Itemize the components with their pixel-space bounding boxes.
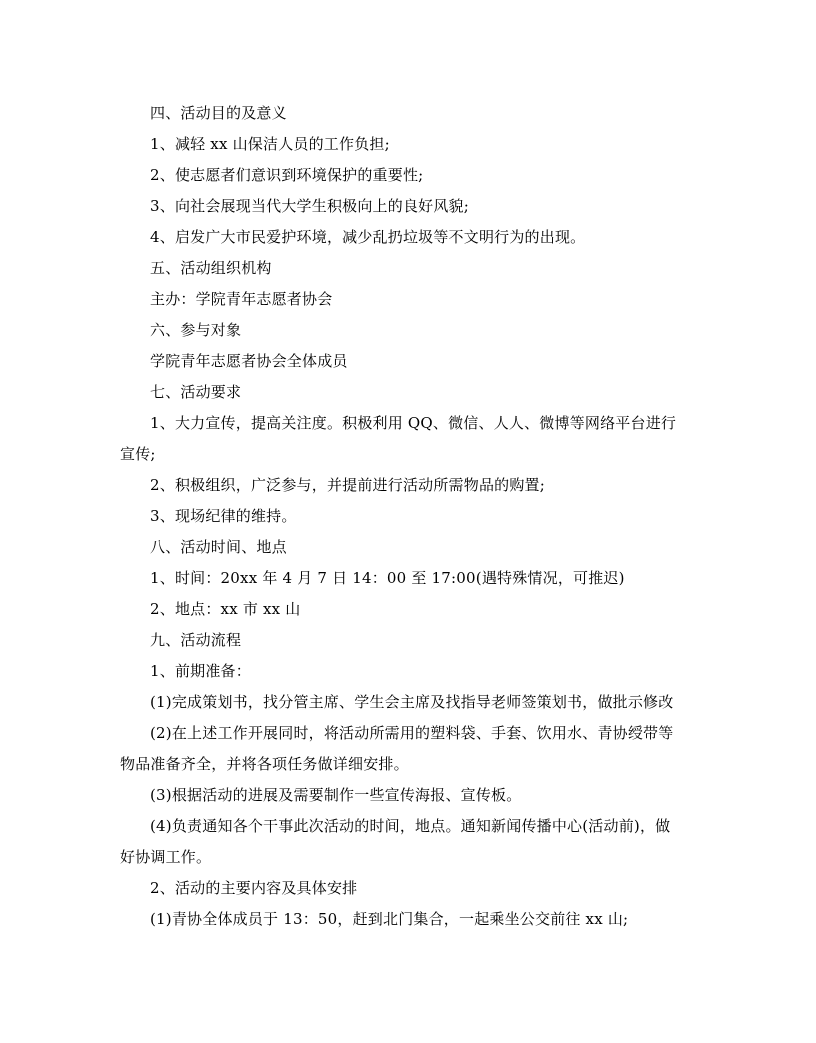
document-line: 六、参与对象 <box>150 321 242 339</box>
document-line: 七、活动要求 <box>150 383 242 401</box>
document-line: 4、启发广大市民爱护环境，减少乱扔垃圾等不文明行为的出现。 <box>150 228 586 246</box>
document-line: 1、大力宣传，提高关注度。积极利用 QQ、微信、人人、微博等网络平台进行 <box>150 414 677 432</box>
document-line: 2、活动的主要内容及具体安排 <box>150 879 358 897</box>
document-line: 四、活动目的及意义 <box>150 104 287 122</box>
document-line: 八、活动时间、地点 <box>150 538 287 556</box>
document-line: (4)负责通知各个干事此次活动的时间，地点。通知新闻传播中心(活动前)，做 <box>150 817 671 835</box>
document-line: (1)完成策划书，找分管主席、学生会主席及找指导老师签策划书，做批示修改 <box>150 693 674 711</box>
document-line: 3、现场纪律的维持。 <box>150 507 297 525</box>
document-line: 3、向社会展现当代大学生积极向上的良好风貌; <box>150 197 469 215</box>
document-line: 1、时间：20xx 年 4 月 7 日 14：00 至 17:00(遇特殊情况，可推迟) <box>150 569 625 587</box>
document-line: 2、积极组织，广泛参与，并提前进行活动所需物品的购置; <box>150 476 545 494</box>
document-line: (3)根据活动的进展及需要制作一些宣传海报、宣传板。 <box>150 786 522 804</box>
document-line: 2、使志愿者们意识到环境保护的重要性; <box>150 166 424 184</box>
document-line: 五、活动组织机构 <box>150 259 272 277</box>
document-line: 物品准备齐全，并将各项任务做详细安排。 <box>120 755 409 773</box>
document-line: (1)青协全体成员于 13：50，赶到北门集合，一起乘坐公交前往 xx 山; <box>150 910 629 928</box>
document-line: 1、前期准备： <box>150 662 251 680</box>
document-line: 宣传; <box>120 445 156 463</box>
document-line: 1、减轻 xx 山保洁人员的工作负担; <box>150 135 390 153</box>
document-line: 主办：学院青年志愿者协会 <box>150 290 333 308</box>
document-line: 2、地点：xx 市 xx 山 <box>150 600 301 618</box>
document-line: 好协调工作。 <box>120 848 212 866</box>
document-line: 九、活动流程 <box>150 631 242 649</box>
document-line: 学院青年志愿者协会全体成员 <box>150 352 348 370</box>
document-line: (2)在上述工作开展同时，将活动所需用的塑料袋、手套、饮用水、青协绶带等 <box>150 724 674 742</box>
document-body <box>120 98 696 935</box>
